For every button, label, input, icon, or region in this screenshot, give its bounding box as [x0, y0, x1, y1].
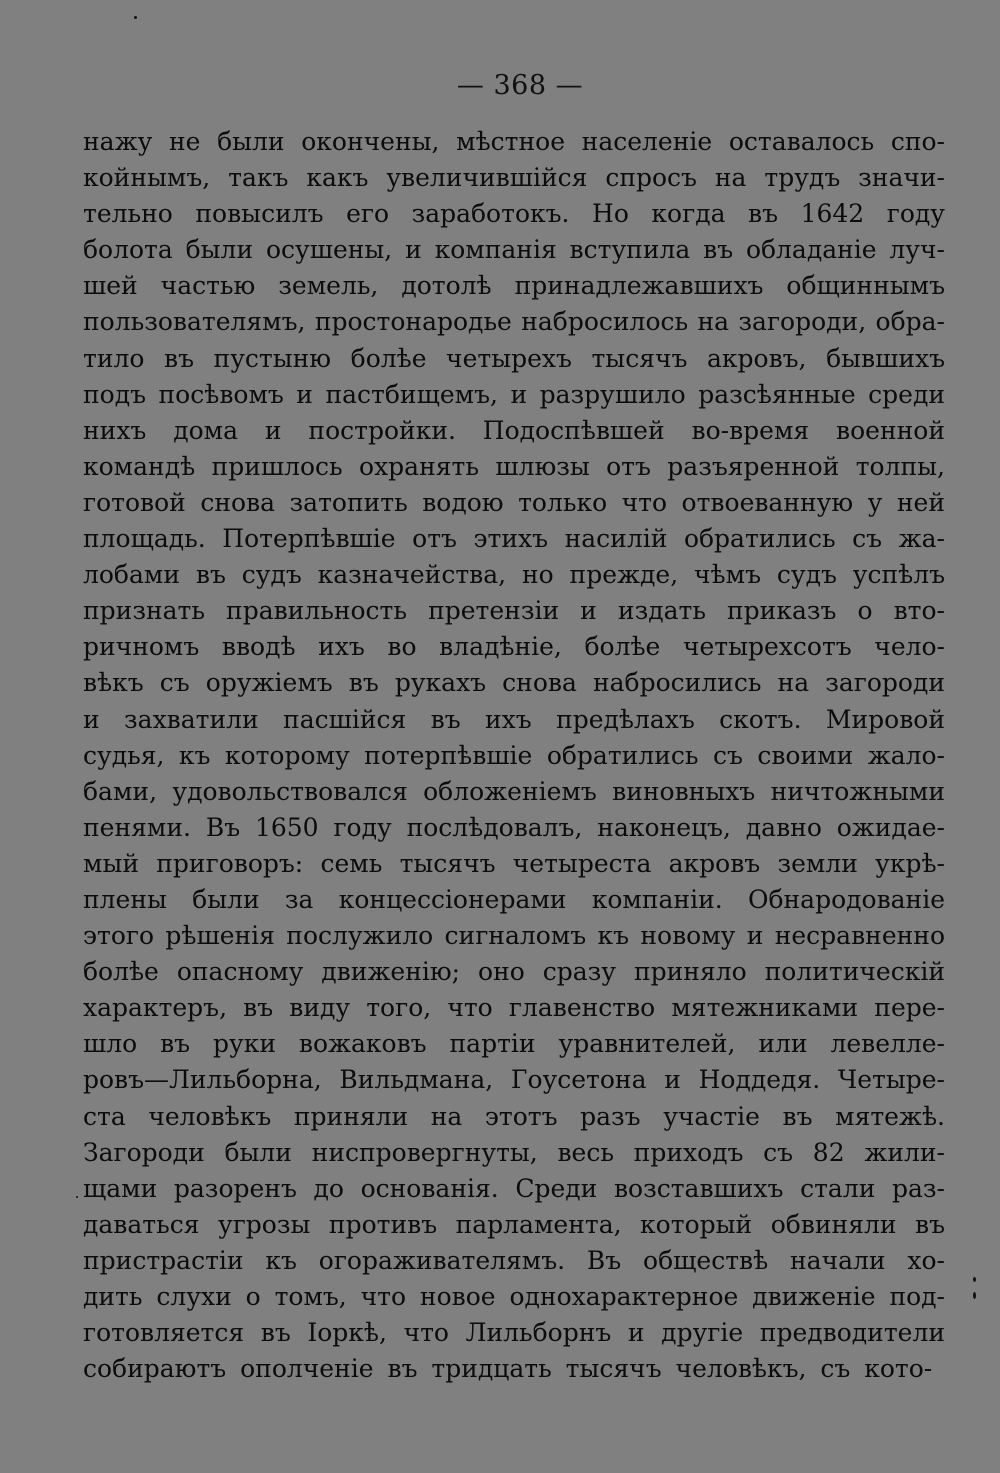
page-number: — 368 —: [456, 70, 584, 101]
text-line: командѣ пришлось охранять шлюзы отъ разъяренной толпы,: [83, 451, 945, 481]
scan-speck: [973, 1292, 976, 1299]
text-line: вѣкъ съ оружіемъ въ рукахъ снова набросились на загороди: [83, 668, 945, 698]
text-line: готовляется въ Іоркѣ, что Лильборнъ и другіе предводители: [83, 1318, 945, 1348]
text-line: ричномъ вводѣ ихъ во владѣніе, болѣе четырехсотъ чело-: [83, 632, 945, 662]
text-line: пользователямъ, простонародье набросилось на загороди, обра-: [83, 307, 945, 337]
text-line: мый приговоръ: семь тысячъ четыреста акровъ земли укрѣ-: [83, 848, 945, 878]
text-line: тило въ пустыню болѣе четырехъ тысячъ акровъ, бывшихъ: [83, 343, 945, 373]
text-line: площадь. Потерпѣвшіе отъ этихъ насилій обратились съ жа-: [83, 524, 945, 554]
text-line: бами, удовольствовался обложеніемъ виновныхъ ничтожными: [83, 776, 945, 806]
body-text: [83, 124, 945, 1387]
text-line: пристрастіи къ огораживателямъ. Въ обществѣ начали хо-: [83, 1245, 945, 1275]
text-line: характеръ, въ виду того, что главенство мятежниками пере-: [83, 993, 945, 1023]
text-line: койнымъ, такъ какъ увеличившійся спросъ на трудъ значи-: [83, 163, 945, 193]
text-line: болѣе опасному движенію; оно сразу приняло политическій: [83, 957, 945, 987]
text-line: ровъ—Лильборна, Вильдмана, Гоусетона и Ноддедя. Четыре-: [83, 1065, 945, 1095]
text-line: пенями. Въ 1650 году послѣдовалъ, наконецъ, давно ожидае-: [83, 812, 945, 842]
text-line: плены были за концессіонерами компаніи. Обнародованіе: [83, 884, 945, 914]
text-line: ста человѣкъ приняли на этотъ разъ участіе въ мятежѣ.: [83, 1101, 945, 1131]
text-line: щами разоренъ до основанія. Среди возставшихъ стали раз-: [83, 1173, 945, 1203]
text-line: даваться угрозы противъ парламента, который обвиняли въ: [83, 1209, 945, 1239]
text-line: и захватили пасшійся въ ихъ предѣлахъ скотъ. Мировой: [83, 704, 945, 734]
text-line: готовой снова затопить водою только что отвоеванную у ней: [83, 487, 945, 517]
text-line: этого рѣшенія послужило сигналомъ къ новому и несравненно: [83, 921, 945, 951]
text-line: признать правильность претензіи и издать приказъ о вто-: [83, 596, 945, 626]
text-line: лобами въ судъ казначейства, но прежде, чѣмъ судъ успѣлъ: [83, 560, 945, 590]
text-line: подъ посѣвомъ и пастбищемъ, и разрушило разсѣянные среди: [83, 379, 945, 409]
text-line: дить слухи о томъ, что новое однохарактерное движеніе под-: [83, 1282, 945, 1311]
text-line: шло въ руки вожаковъ партіи уравнителей, или левелле-: [83, 1029, 945, 1059]
scan-speck: [76, 1196, 78, 1198]
text-line: тельно повысилъ его заработокъ. Но когда въ 1642 году: [83, 199, 945, 229]
text-line: судья, къ которому потерпѣвшіе обратились съ своими жало-: [83, 740, 945, 770]
text-line: собираютъ ополченіе въ тридцать тысячъ человѣкъ, съ кото-: [83, 1354, 933, 1384]
text-line: нажу не были окончены, мѣстное населеніе оставалось спо-: [83, 127, 945, 156]
text-line: нихъ дома и постройки. Подоспѣвшей во-время военной: [83, 415, 945, 445]
text-line: шей частью земель, дотолѣ принадлежавшихъ общиннымъ: [83, 271, 945, 301]
scan-speck: [973, 1277, 976, 1282]
text-line: болота были осушены, и компанія вступила въ обладаніе луч-: [83, 235, 945, 265]
text-line: Загороди были ниспровергнуты, весь приходъ съ 82 жили-: [83, 1137, 945, 1167]
scan-speck: [134, 16, 137, 19]
